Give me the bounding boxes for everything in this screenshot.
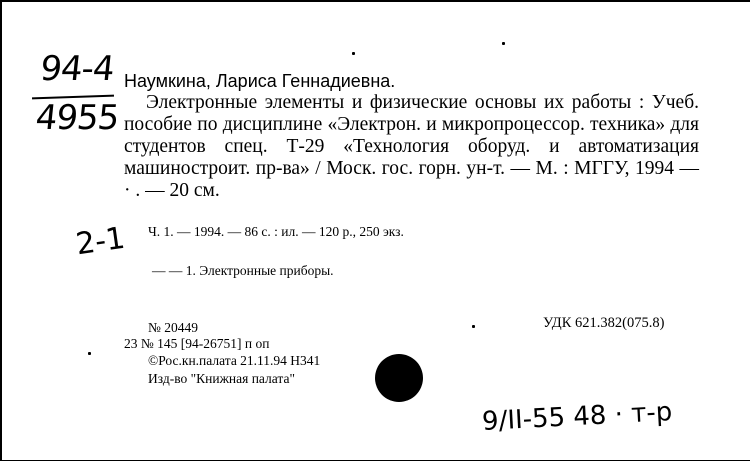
imprint-line-3: ©Рос.кн.палата 21.11.94 Н341: [148, 353, 321, 368]
ink-blot: [375, 354, 423, 402]
part-handwritten-mark: 2-1: [73, 220, 128, 263]
imprint-line-4: Изд-во "Книжная палата": [148, 371, 295, 386]
part-description: Ч. 1. — 1994. — 86 с. : ил. — 120 р., 250 экз.: [148, 224, 404, 239]
handwritten-note: 9/II-55 48 · т-р: [481, 397, 673, 437]
imprint-line-2: 23 № 145 [94-26751] п оп: [124, 336, 270, 351]
speck: [502, 42, 505, 45]
speck: [352, 52, 355, 55]
subject-heading: — — 1. Электронные приборы.: [152, 263, 334, 278]
entry-description: Электронные элементы и физические основы их работы : Учеб. пособие по дисциплине «Электрон. и микропроцессор. техника» для студентов спец. Т-29 «Технология оборуд. и автоматизация машиностроит. пр-ва» / Моск. гос. горн. ун-т. — М. : МГГУ, 1994 — · . — 20 см.: [124, 92, 699, 201]
imprint-number: № 20449: [148, 320, 199, 335]
shelfmark-bottom: 4955: [33, 98, 121, 138]
udc-code: УДК 621.382(075.8): [543, 315, 665, 331]
author-heading: Наумкина, Лариса Геннадиевна.: [124, 71, 396, 91]
speck: [472, 325, 475, 328]
shelfmark-top: 94-4: [38, 49, 116, 89]
speck: [88, 352, 91, 355]
bibliographic-entry: [124, 70, 699, 202]
